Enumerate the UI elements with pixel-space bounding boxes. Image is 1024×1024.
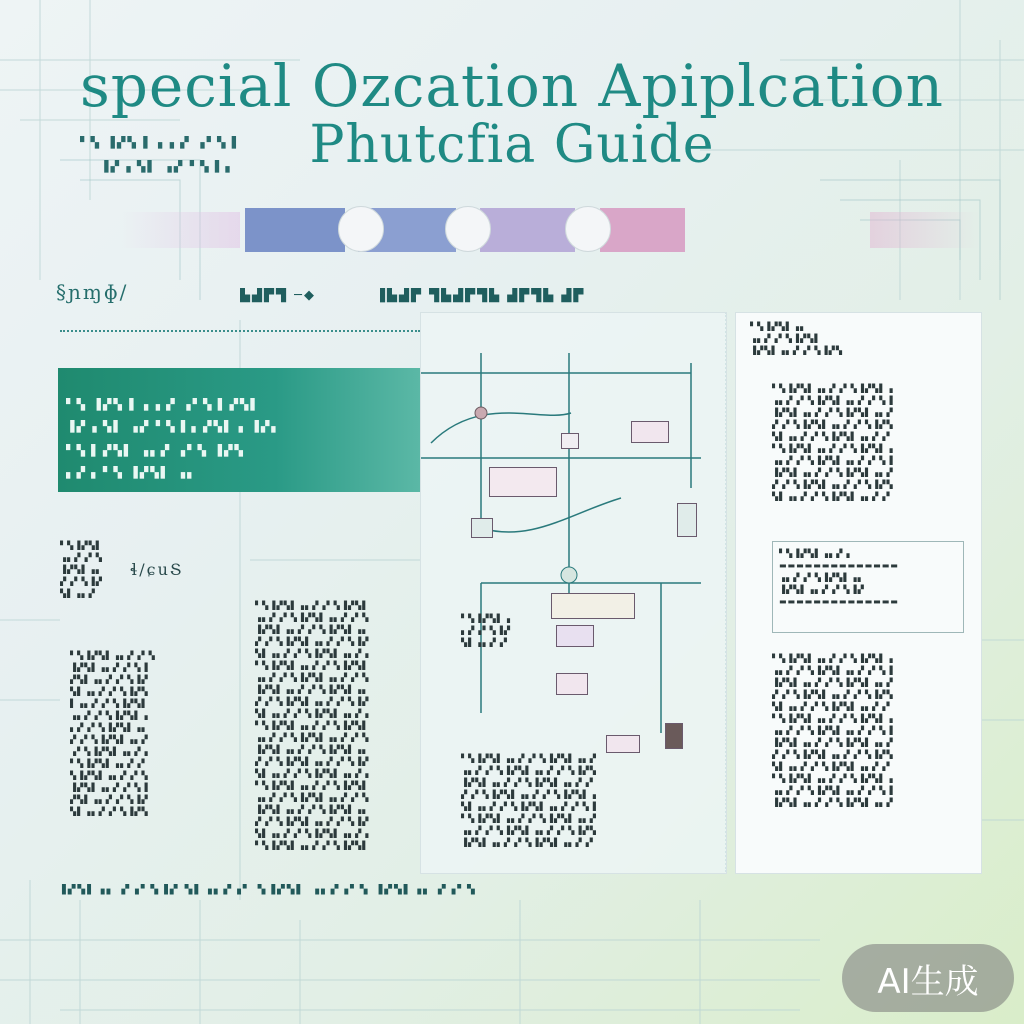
diagram-node-box — [551, 593, 635, 619]
diagram-document-page — [420, 312, 727, 874]
pseudo-text-block: ▘▚▐▞▚▌▗▖▞▗▘▚▐▞▚▌▗ ▗▖▞▗▘▚▐▞▚▌▗▖▞▗▘▚▐ ▐▞▚▌▗▖▞▗▘▚▐▞▚▌▗▖▞ ▞▗▘▚▐▞▚▌▗▖▞▗▘▚▐▞▚ ▚▌▗▖▞▗▘▚▐▞▚▌▗▖▞▗▘ ▘▚▐▞▚▌▗▖▞▗▘▚▐▞▚▌▗ ▗▖▞▗▘▚▐▞▚▌▗▖▞▗▘▚▐ ▐▞▚▌▗▖▞▗▘▚▐▞▚▌▗▖▞ ▞▗▘▚▐▞▚▌▗▖▞▗▘▚▐▞▚ ▚▌▗▖▞▗▘▚▐▞▚▌▗▖▞▗▘ ▘▚▐▞▚▌▗▖▞▗▘▚▐▞▚▌▗ ▗▖▞▗▘▚▐▞▚▌▗▖▞▗▘▚▐ ▐▞▚▌▗▖▞▗▘▚▐▞▚▌▗▖▞ — [772, 654, 894, 807]
pseudo-text-block: ▘▚▐▞▚▌▗▖▞▗▘▚▐▞▚▌ ▗▖▞▗▘▚▐▞▚▌▗▖▞▗▘▚ ▐▞▚▌▗▖▞▗▘▚▐▞▚▌▗▖ ▞▗▘▚▐▞▚▌▗▖▞▗▘▚▐▞ ▚▌▗▖▞▗▘▚▐▞▚▌▗▖▞▗ ▘▚▐▞▚▌▗▖▞▗▘▚▐▞▚▌ ▗▖▞▗▘▚▐▞▚▌▗▖▞▗▘▚ ▐▞▚▌▗▖▞▗▘▚▐▞▚▌▗▖ ▞▗▘▚▐▞▚▌▗▖▞▗▘▚▐▞ ▚▌▗▖▞▗▘▚▐▞▚▌▗▖▞▗ ▘▚▐▞▚▌▗▖▞▗▘▚▐▞▚▌ ▗▖▞▗▘▚▐▞▚▌▗▖▞▗▘▚ ▐▞▚▌▗▖▞▗▘▚▐▞▚▌▗▖ ▞▗▘▚▐▞▚▌▗▖▞▗▘▚▐▞ ▚▌▗▖▞▗▘▚▐▞▚▌▗▖▞▗ ▘▚▐▞▚▌▗▖▞▗▘▚▐▞▚▌ ▗▖▞▗▘▚▐▞▚▌▗▖▞▗▘▚ ▐▞▚▌▗▖▞▗▘▚▐▞▚▌▗▖ ▞▗▘▚▐▞▚▌▗▖▞▗▘▚▐▞ ▚▌▗▖▞▗▘▚▐▞▚▌▗▖▞▗ ▘▚▐▞▚▌▗▖▞▗▘▚▐▞▚▌ — [255, 601, 370, 850]
diagram-node-box — [561, 433, 579, 449]
diagram-node-box — [489, 467, 557, 497]
text-document-page — [735, 312, 982, 874]
page-title: special Ozcation Apiplcation — [80, 52, 944, 120]
pseudo-text-row: ▘▚ ▐▞▚ ▌▗ ▖▞ ▗▘▚▐ ▞▚▌ — [66, 398, 261, 411]
diagram-node-box — [556, 673, 588, 695]
pseudo-text-row: ▙▟▛▜ ─◆ — [240, 288, 316, 303]
pseudo-text-block: ▘▚▐▞▚▌▗▖▞▗ ▬▬▬▬▬▬▬▬▬▬▬▬▬▬ ▗▖▞▗▘▚▐▞▚▌▗▖ ▐▞▚▌▗▖▞▗▘▚▐▞ ▬▬▬▬▬▬▬▬▬▬▬▬▬▬ — [779, 549, 899, 606]
pseudo-text-row: ▖▞▗ ▘▚ ▐▞▚▌ ▗▖ — [66, 466, 198, 479]
pseudo-text-block: ▘▚▐▞▚▌▗ ▖▞▗▘▚▐▞ ▚▌▗▖▞▗▘ — [461, 614, 512, 647]
diagram-node-box — [631, 421, 669, 443]
page-subtitle: Phutcfia Guide — [309, 115, 715, 175]
pseudo-text-block: ▘▚▐▞▚▌▗▖▞▗▘▚▐▞▚▌▗ ▗▖▞▗▘▚▐▞▚▌▗▖▞▗▘▚▐ ▐▞▚▌▗▖▞▗▘▚▐▞▚▌▗▖▞ ▞▗▘▚▐▞▚▌▗▖▞▗▘▚▐▞▚ ▚▌▗▖▞▗▘▚▐▞▚▌▗▖▞▗▘ ▘▚▐▞▚▌▗▖▞▗▘▚▐▞▚▌▗ ▗▖▞▗▘▚▐▞▚▌▗▖▞▗▘▚▐ ▐▞▚▌▗▖▞▗▘▚▐▞▚▌▗▖▞ ▞▗▘▚▐▞▚▌▗▖▞▗▘▚▐▞▚ ▚▌▗▖▞▗▘▚▐▞▚▌▗▖▞▗▘ — [772, 384, 894, 501]
diagram-node-box — [471, 518, 493, 538]
diagram-node-box — [606, 735, 640, 753]
ribbon-segment-blue-1 — [245, 208, 345, 252]
ai-generated-badge: AI生成 — [842, 944, 1014, 1012]
pseudo-text-row: ▐▞ ▖▚▌ ▗▞ ▘▚▐▗ ▞▚▌▗ ▐▞▖ — [66, 420, 282, 433]
ribbon-circle-1 — [338, 206, 384, 252]
pseudo-text-block: ▘▚▐▞▚▌▗▖▞▗▘▚ ▐▞▚▌▗▖▞▗▘▚▐ ▞▚▌▗▖▞▗▘▚▐▞ ▚▌▗▖▞▗▘▚▐▞▚ ▌▗▖▞▗▘▚▐▞▚▌ ▗▖▞▗▘▚▐▞▚▌▗ ▖▞▗▘▚▐▞▚▌▗▖ ▞▗▘▚▐▞▚▌▗▖▞ ▗▘▚▐▞▚▌▗▖▞▗ ▘▚▐▞▚▌▗▖▞▗▘ ▚▐▞▚▌▗▖▞▗▘▚ ▐▞▚▌▗▖▞▗▘▚▐ ▞▚▌▗▖▞▗▘▚▐▞ ▚▌▗▖▞▗▘▚▐▞▚ — [70, 651, 156, 816]
ribbon-circle-2 — [445, 206, 491, 252]
pseudo-text-block: ▘▚▐▞▚▌▗▖▞▗▘▚▐▞▚▌▗▖▞ ▗▖▞▗▘▚▐▞▚▌▗▖▞▗▘▚▐▞▚ ▐▞▚▌▗▖▞▗▘▚▐▞▚▌▗▖▞▗▘ ▞▗▘▚▐▞▚▌▗▖▞▗▘▚▐▞▚▌▗ ▚▌▗▖▞▗▘▚▐▞▚▌▗▖▞▗▘▚▐ ▘▚▐▞▚▌▗▖▞▗▘▚▐▞▚▌▗▖▞ ▗▖▞▗▘▚▐▞▚▌▗▖▞▗▘▚▐▞▚ ▐▞▚▌▗▖▞▗▘▚▐▞▚▌▗▖▞▗▘ — [461, 754, 597, 847]
ribbon-segment-pink — [600, 208, 685, 252]
pseudo-text-row: §ɲɱɸ/ — [56, 280, 129, 304]
pseudo-text-row: ▘▚ ▐▞▚ ▌▗ ▖▞ ▗▘▚▐ — [80, 136, 238, 149]
ribbon-circle-3 — [565, 206, 611, 252]
table-box — [772, 541, 964, 633]
pseudo-text-block: ▘▚▐▞▚▌ ▗▖▞▗▘▚ ▐▞▚▌▗▖ ▞▗▘▚▐▞ ▚▌▗▖▞ — [60, 541, 103, 598]
pseudo-text-row: ▐▞ ▖▚▌ ▗▞ ▘▚▐▗ — [100, 160, 232, 173]
diagram-node-box — [556, 625, 594, 647]
pseudo-text-row: ▐▙▟▛ ▜▙▟▛▜▙ ▟▛▜▙ ▟▛ — [375, 288, 586, 303]
ribbon-segment-lavender — [480, 208, 575, 252]
diagram-node-box — [677, 503, 697, 537]
ribbon-fade-right — [870, 212, 980, 248]
teal-info-panel — [58, 368, 420, 492]
pseudo-text-block: ▘▚▐▞▚▌▗▖ ▗▖▞▗▘▚▐▞▚▌ ▐▞▚▌▗▖▞▗▘▚▐▞▚ — [750, 322, 843, 355]
ribbon-fade-left — [120, 212, 240, 248]
dotted-divider — [60, 330, 420, 332]
pseudo-text-row: ɬ/ɕսՏ — [130, 560, 184, 578]
pseudo-text-row: ▐▞▚▌▗▖ ▞▗▘▚▐▞ ▚▌▗▖▞▗▘ ▚▐▞▚▌ ▗▖▞▗▘▚ ▐▞▚▌▗▖ ▞▗▘▚ — [58, 884, 477, 895]
pseudo-text-row: ▘▚▐ ▞▚▌ ▗▖▞ ▗▘▚ ▐▞▚ — [66, 444, 245, 457]
crest-icon — [665, 723, 683, 749]
